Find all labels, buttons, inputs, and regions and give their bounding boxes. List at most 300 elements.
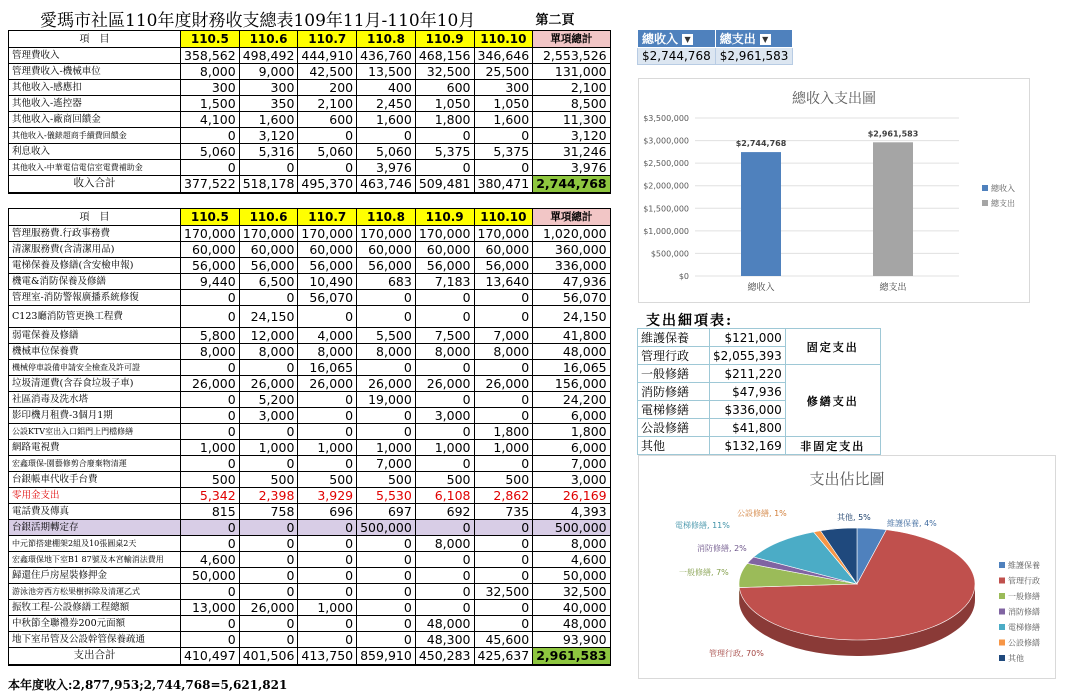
expense-row-total[interactable]: 4,393 bbox=[533, 504, 610, 520]
expense-row-label[interactable]: 地下室吊管及公設幹管保養疏通 bbox=[9, 632, 181, 648]
expense-cell[interactable]: 0 bbox=[474, 616, 533, 632]
expense-cell[interactable]: 56,000 bbox=[298, 258, 357, 274]
expense-row-total[interactable]: 16,065 bbox=[533, 360, 610, 376]
expense-row-label[interactable]: 管理室-消防警報廣播系統修復 bbox=[9, 290, 181, 306]
detail-item-name[interactable]: 消防修繕 bbox=[638, 383, 710, 401]
expense-cell[interactable]: 5,800 bbox=[181, 328, 240, 344]
expense-cell[interactable]: 0 bbox=[415, 392, 474, 408]
expense-cell[interactable]: 0 bbox=[239, 520, 298, 536]
income-cell[interactable]: 13,500 bbox=[357, 64, 416, 80]
expense-row-label[interactable]: 影印機月租費-3個月1期 bbox=[9, 408, 181, 424]
expense-cell[interactable]: 8,000 bbox=[298, 344, 357, 360]
expense-cell[interactable]: 500 bbox=[357, 472, 416, 488]
expense-cell[interactable]: 0 bbox=[239, 616, 298, 632]
expense-row-label[interactable]: 機械停車設備申請安全檢查及許可證 bbox=[9, 360, 181, 376]
expense-cell[interactable]: 0 bbox=[474, 600, 533, 616]
expense-cell[interactable]: 0 bbox=[181, 360, 240, 376]
income-cell[interactable]: 1,600 bbox=[239, 112, 298, 128]
expense-cell[interactable]: 0 bbox=[181, 290, 240, 306]
expense-cell[interactable]: 0 bbox=[474, 568, 533, 584]
expense-row-total[interactable]: 24,150 bbox=[533, 306, 610, 328]
expense-row-total[interactable]: 6,000 bbox=[533, 440, 610, 456]
income-cell[interactable]: 5,375 bbox=[415, 144, 474, 160]
expense-cell[interactable]: 0 bbox=[415, 424, 474, 440]
expense-cell[interactable]: 0 bbox=[357, 536, 416, 552]
expense-row-label[interactable]: 歸還住戶房屋裝修押金 bbox=[9, 568, 181, 584]
expense-cell[interactable]: 5,500 bbox=[357, 328, 416, 344]
income-row-label[interactable]: 利息收入 bbox=[9, 144, 181, 160]
income-cell[interactable]: 0 bbox=[298, 128, 357, 144]
detail-item-value[interactable]: $336,000 bbox=[710, 401, 786, 419]
expense-cell[interactable]: 0 bbox=[239, 632, 298, 648]
expense-cell[interactable]: 0 bbox=[415, 306, 474, 328]
expense-cell[interactable]: 0 bbox=[239, 536, 298, 552]
expense-cell[interactable]: 0 bbox=[474, 456, 533, 472]
expense-row-total[interactable]: 48,000 bbox=[533, 344, 610, 360]
expense-cell[interactable]: 0 bbox=[298, 616, 357, 632]
expense-cell[interactable]: 0 bbox=[181, 456, 240, 472]
expense-row-label[interactable]: 游泳池旁西方松果樹拆除及清運乙式 bbox=[9, 584, 181, 600]
income-grand-total[interactable]: 2,744,768 bbox=[533, 176, 610, 193]
expense-row-total[interactable]: 4,600 bbox=[533, 552, 610, 568]
pie-chart[interactable] bbox=[638, 455, 1056, 679]
expense-cell[interactable]: 16,065 bbox=[298, 360, 357, 376]
expense-row-label[interactable]: 網路電視費 bbox=[9, 440, 181, 456]
income-total-label[interactable]: 收入合計 bbox=[9, 176, 181, 193]
expense-month-header[interactable]: 110.8 bbox=[357, 209, 416, 226]
expense-cell[interactable]: 0 bbox=[181, 392, 240, 408]
expense-cell[interactable]: 1,000 bbox=[357, 440, 416, 456]
income-month-header[interactable]: 110.7 bbox=[298, 31, 357, 48]
expense-cell[interactable]: 26,000 bbox=[474, 376, 533, 392]
expense-cell[interactable]: 170,000 bbox=[415, 226, 474, 242]
expense-month-header[interactable]: 110.5 bbox=[181, 209, 240, 226]
income-row-total[interactable]: 131,000 bbox=[533, 64, 610, 80]
expense-cell[interactable]: 56,000 bbox=[181, 258, 240, 274]
expense-cell[interactable]: 0 bbox=[357, 408, 416, 424]
expense-cell[interactable]: 0 bbox=[181, 306, 240, 328]
income-cell[interactable]: 0 bbox=[474, 128, 533, 144]
income-cell[interactable]: 1,600 bbox=[474, 112, 533, 128]
expense-row-total[interactable]: 41,800 bbox=[533, 328, 610, 344]
expense-cell[interactable]: 56,000 bbox=[357, 258, 416, 274]
expense-row-label[interactable]: 電話費及傳真 bbox=[9, 504, 181, 520]
expense-row-label[interactable]: 機械車位保養費 bbox=[9, 344, 181, 360]
expense-total-label[interactable]: 支出合計 bbox=[9, 648, 181, 665]
expense-cell[interactable]: 0 bbox=[298, 568, 357, 584]
expense-cell[interactable]: 9,440 bbox=[181, 274, 240, 290]
expense-cell[interactable]: 500 bbox=[415, 472, 474, 488]
income-total-cell[interactable]: 518,178 bbox=[239, 176, 298, 193]
expense-cell[interactable]: 56,000 bbox=[415, 258, 474, 274]
expense-cell[interactable]: 0 bbox=[357, 424, 416, 440]
expense-cell[interactable]: 170,000 bbox=[357, 226, 416, 242]
expense-month-header[interactable]: 110.10 bbox=[474, 209, 533, 226]
income-cell[interactable]: 4,100 bbox=[181, 112, 240, 128]
expense-cell[interactable]: 0 bbox=[239, 360, 298, 376]
expense-cell[interactable]: 60,000 bbox=[239, 242, 298, 258]
expense-cell[interactable]: 0 bbox=[181, 520, 240, 536]
income-cell[interactable]: 5,060 bbox=[181, 144, 240, 160]
expense-cell[interactable]: 0 bbox=[181, 584, 240, 600]
expense-row-label[interactable]: 振牧工程-公設修繕工程總額 bbox=[9, 600, 181, 616]
expense-cell[interactable]: 8,000 bbox=[415, 536, 474, 552]
expense-row-total[interactable]: 1,020,000 bbox=[533, 226, 610, 242]
expense-cell[interactable]: 0 bbox=[357, 616, 416, 632]
income-month-header[interactable]: 110.8 bbox=[357, 31, 416, 48]
expense-cell[interactable]: 1,000 bbox=[181, 440, 240, 456]
detail-item-name[interactable]: 維護保養 bbox=[638, 329, 710, 347]
expense-cell[interactable]: 0 bbox=[239, 552, 298, 568]
income-row-label[interactable]: 其他收入-儀錶超商手續費回饋金 bbox=[9, 128, 181, 144]
expense-cell[interactable]: 10,490 bbox=[298, 274, 357, 290]
expense-cell[interactable]: 500 bbox=[298, 472, 357, 488]
expense-cell[interactable]: 500,000 bbox=[357, 520, 416, 536]
income-cell[interactable]: 300 bbox=[181, 80, 240, 96]
income-cell[interactable]: 300 bbox=[474, 80, 533, 96]
expense-cell[interactable]: 60,000 bbox=[474, 242, 533, 258]
expense-cell[interactable]: 60,000 bbox=[298, 242, 357, 258]
expense-cell[interactable]: 24,150 bbox=[239, 306, 298, 328]
expense-cell[interactable]: 60,000 bbox=[357, 242, 416, 258]
filter-header-income[interactable]: 總收入 ▼ bbox=[638, 30, 716, 48]
expense-cell[interactable]: 3,000 bbox=[415, 408, 474, 424]
income-cell[interactable]: 346,646 bbox=[474, 48, 533, 64]
expense-row-label[interactable]: 社區消毒及洗水塔 bbox=[9, 392, 181, 408]
expense-row-total[interactable]: 47,936 bbox=[533, 274, 610, 290]
income-cell[interactable]: 1,800 bbox=[415, 112, 474, 128]
detail-item-value[interactable]: $2,055,393 bbox=[710, 347, 786, 365]
income-cell[interactable]: 468,156 bbox=[415, 48, 474, 64]
expense-row-total[interactable]: 360,000 bbox=[533, 242, 610, 258]
detail-item-name[interactable]: 管理行政 bbox=[638, 347, 710, 365]
detail-item-value[interactable]: $132,169 bbox=[710, 437, 786, 455]
expense-cell[interactable]: 48,300 bbox=[415, 632, 474, 648]
expense-grand-total[interactable]: 2,961,583 bbox=[533, 648, 610, 665]
income-row-label[interactable]: 其他收入-感應扣 bbox=[9, 80, 181, 96]
expense-cell[interactable]: 170,000 bbox=[474, 226, 533, 242]
expense-cell[interactable]: 6,500 bbox=[239, 274, 298, 290]
income-cell[interactable]: 0 bbox=[415, 128, 474, 144]
income-cell[interactable]: 5,060 bbox=[357, 144, 416, 160]
expense-cell[interactable]: 45,600 bbox=[474, 632, 533, 648]
expense-cell[interactable]: 60,000 bbox=[181, 242, 240, 258]
expense-cell[interactable]: 500 bbox=[239, 472, 298, 488]
income-total-cell[interactable]: 463,746 bbox=[357, 176, 416, 193]
expense-row-label[interactable]: 台銀帳車代收手台費 bbox=[9, 472, 181, 488]
expense-cell[interactable]: 56,070 bbox=[298, 290, 357, 306]
expense-row-label[interactable]: 零用金支出 bbox=[9, 488, 181, 504]
expense-cell[interactable]: 1,000 bbox=[474, 440, 533, 456]
expense-item-header[interactable]: 項 目 bbox=[9, 209, 181, 226]
expense-cell[interactable]: 7,500 bbox=[415, 328, 474, 344]
expense-cell[interactable]: 2,862 bbox=[474, 488, 533, 504]
expense-cell[interactable]: 1,800 bbox=[474, 424, 533, 440]
filter-header-expense[interactable]: 總支出 ▼ bbox=[715, 30, 793, 48]
expense-cell[interactable]: 170,000 bbox=[298, 226, 357, 242]
filter-dropdown-icon[interactable]: ▼ bbox=[682, 34, 693, 45]
expense-row-label[interactable]: 垃圾清運費(含吞食垃圾子車) bbox=[9, 376, 181, 392]
expense-row-total[interactable]: 336,000 bbox=[533, 258, 610, 274]
income-cell[interactable]: 8,000 bbox=[181, 64, 240, 80]
income-cell[interactable]: 3,976 bbox=[357, 160, 416, 176]
expense-cell[interactable]: 26,000 bbox=[181, 376, 240, 392]
expense-cell[interactable]: 696 bbox=[298, 504, 357, 520]
income-cell[interactable]: 444,910 bbox=[298, 48, 357, 64]
expense-cell[interactable]: 6,108 bbox=[415, 488, 474, 504]
expense-cell[interactable]: 0 bbox=[474, 536, 533, 552]
expense-cell[interactable]: 0 bbox=[357, 568, 416, 584]
income-cell[interactable]: 0 bbox=[357, 128, 416, 144]
income-row-label[interactable]: 管理費收入 bbox=[9, 48, 181, 64]
bar-chart[interactable] bbox=[638, 78, 1030, 303]
expense-cell[interactable]: 56,000 bbox=[239, 258, 298, 274]
expense-month-header[interactable]: 110.6 bbox=[239, 209, 298, 226]
expense-cell[interactable]: 0 bbox=[474, 408, 533, 424]
expense-row-total[interactable]: 40,000 bbox=[533, 600, 610, 616]
expense-cell[interactable]: 0 bbox=[415, 552, 474, 568]
expense-cell[interactable]: 815 bbox=[181, 504, 240, 520]
expense-cell[interactable]: 26,000 bbox=[239, 600, 298, 616]
expense-row-total[interactable]: 56,070 bbox=[533, 290, 610, 306]
expense-cell[interactable]: 8,000 bbox=[181, 344, 240, 360]
income-cell[interactable]: 300 bbox=[239, 80, 298, 96]
expense-cell[interactable]: 697 bbox=[357, 504, 416, 520]
expense-cell[interactable]: 0 bbox=[474, 392, 533, 408]
expense-cell[interactable]: 26,000 bbox=[239, 376, 298, 392]
income-row-label[interactable]: 管理費收入-機械車位 bbox=[9, 64, 181, 80]
expense-cell[interactable]: 0 bbox=[298, 632, 357, 648]
income-total-cell[interactable]: 380,471 bbox=[474, 176, 533, 193]
expense-cell[interactable]: 8,000 bbox=[357, 344, 416, 360]
expense-cell[interactable]: 0 bbox=[357, 360, 416, 376]
expense-total-cell[interactable]: 401,506 bbox=[239, 648, 298, 665]
expense-cell[interactable]: 5,200 bbox=[239, 392, 298, 408]
income-cell[interactable]: 1,050 bbox=[415, 96, 474, 112]
expense-row-total[interactable]: 7,000 bbox=[533, 456, 610, 472]
income-cell[interactable]: 0 bbox=[474, 160, 533, 176]
expense-cell[interactable]: 7,000 bbox=[357, 456, 416, 472]
expense-total-cell[interactable]: 859,910 bbox=[357, 648, 416, 665]
detail-group-label[interactable]: 修繕支出 bbox=[785, 365, 880, 437]
expense-row-total[interactable]: 1,800 bbox=[533, 424, 610, 440]
filter-dropdown-icon[interactable]: ▼ bbox=[760, 34, 771, 45]
income-cell[interactable]: 1,500 bbox=[181, 96, 240, 112]
expense-row-total[interactable]: 32,500 bbox=[533, 584, 610, 600]
income-cell[interactable]: 0 bbox=[181, 160, 240, 176]
income-cell[interactable]: 5,060 bbox=[298, 144, 357, 160]
detail-item-value[interactable]: $211,220 bbox=[710, 365, 786, 383]
detail-item-name[interactable]: 電梯修繕 bbox=[638, 401, 710, 419]
income-cell[interactable]: 42,500 bbox=[298, 64, 357, 80]
expense-cell[interactable]: 56,000 bbox=[474, 258, 533, 274]
income-cell[interactable]: 0 bbox=[181, 128, 240, 144]
income-cell[interactable]: 25,500 bbox=[474, 64, 533, 80]
expense-cell[interactable]: 12,000 bbox=[239, 328, 298, 344]
expense-cell[interactable]: 0 bbox=[181, 424, 240, 440]
expense-cell[interactable]: 0 bbox=[239, 424, 298, 440]
income-cell[interactable]: 2,450 bbox=[357, 96, 416, 112]
expense-cell[interactable]: 0 bbox=[298, 520, 357, 536]
expense-cell[interactable]: 0 bbox=[415, 520, 474, 536]
income-row-label[interactable]: 其他收入-遙控器 bbox=[9, 96, 181, 112]
expense-cell[interactable]: 758 bbox=[239, 504, 298, 520]
expense-cell[interactable]: 1,000 bbox=[298, 600, 357, 616]
expense-cell[interactable]: 0 bbox=[298, 536, 357, 552]
income-cell[interactable]: 350 bbox=[239, 96, 298, 112]
expense-cell[interactable]: 0 bbox=[415, 600, 474, 616]
expense-cell[interactable]: 0 bbox=[239, 456, 298, 472]
expense-row-label[interactable]: 公設KTV室出入口鋁門上門檔修繕 bbox=[9, 424, 181, 440]
income-cell[interactable]: 3,120 bbox=[239, 128, 298, 144]
expense-cell[interactable]: 3,929 bbox=[298, 488, 357, 504]
expense-cell[interactable]: 683 bbox=[357, 274, 416, 290]
detail-group-label[interactable]: 固定支出 bbox=[785, 329, 880, 365]
income-row-total[interactable]: 11,300 bbox=[533, 112, 610, 128]
income-month-header[interactable]: 110.10 bbox=[474, 31, 533, 48]
expense-row-total[interactable]: 500,000 bbox=[533, 520, 610, 536]
expense-row-total[interactable]: 156,000 bbox=[533, 376, 610, 392]
income-cell[interactable]: 436,760 bbox=[357, 48, 416, 64]
expense-row-label[interactable]: 弱電保養及修繕 bbox=[9, 328, 181, 344]
income-cell[interactable]: 1,600 bbox=[357, 112, 416, 128]
income-row-total[interactable]: 2,553,526 bbox=[533, 48, 610, 64]
expense-cell[interactable]: 8,000 bbox=[474, 344, 533, 360]
expense-cell[interactable]: 0 bbox=[357, 632, 416, 648]
expense-row-total[interactable]: 48,000 bbox=[533, 616, 610, 632]
expense-cell[interactable]: 0 bbox=[357, 584, 416, 600]
expense-row-total[interactable]: 26,169 bbox=[533, 488, 610, 504]
expense-cell[interactable]: 0 bbox=[298, 584, 357, 600]
expense-cell[interactable]: 1,000 bbox=[415, 440, 474, 456]
expense-cell[interactable]: 32,500 bbox=[474, 584, 533, 600]
expense-cell[interactable]: 19,000 bbox=[357, 392, 416, 408]
expense-cell[interactable]: 0 bbox=[415, 456, 474, 472]
detail-item-name[interactable]: 公設修繕 bbox=[638, 419, 710, 437]
expense-total-cell[interactable]: 425,637 bbox=[474, 648, 533, 665]
income-row-total[interactable]: 2,100 bbox=[533, 80, 610, 96]
expense-cell[interactable]: 5,342 bbox=[181, 488, 240, 504]
income-total-cell[interactable]: 495,370 bbox=[298, 176, 357, 193]
expense-cell[interactable]: 735 bbox=[474, 504, 533, 520]
income-cell[interactable]: 5,316 bbox=[239, 144, 298, 160]
bar-mark[interactable] bbox=[741, 152, 781, 276]
expense-row-label[interactable]: 台銀活期轉定存 bbox=[9, 520, 181, 536]
expense-cell[interactable]: 4,600 bbox=[181, 552, 240, 568]
expense-cell[interactable]: 4,000 bbox=[298, 328, 357, 344]
expense-cell[interactable]: 13,640 bbox=[474, 274, 533, 290]
income-cell[interactable]: 200 bbox=[298, 80, 357, 96]
expense-cell[interactable]: 0 bbox=[474, 306, 533, 328]
expense-cell[interactable]: 0 bbox=[298, 392, 357, 408]
expense-row-total[interactable]: 93,900 bbox=[533, 632, 610, 648]
expense-cell[interactable]: 0 bbox=[357, 306, 416, 328]
expense-month-header[interactable]: 110.7 bbox=[298, 209, 357, 226]
expense-cell[interactable]: 0 bbox=[298, 408, 357, 424]
expense-cell[interactable]: 0 bbox=[415, 584, 474, 600]
income-cell[interactable]: 600 bbox=[298, 112, 357, 128]
income-cell[interactable]: 600 bbox=[415, 80, 474, 96]
expense-row-total[interactable]: 50,000 bbox=[533, 568, 610, 584]
detail-item-name[interactable]: 其他 bbox=[638, 437, 710, 455]
expense-row-label[interactable]: 中元節搭建棚架2組及10張圓桌2天 bbox=[9, 536, 181, 552]
expense-row-label[interactable]: 中秋節全聯禮券200元面額 bbox=[9, 616, 181, 632]
expense-cell[interactable]: 0 bbox=[357, 552, 416, 568]
expense-cell[interactable]: 1,000 bbox=[298, 440, 357, 456]
income-total-cell[interactable]: 377,522 bbox=[181, 176, 240, 193]
expense-month-header[interactable]: 110.9 bbox=[415, 209, 474, 226]
expense-total-header[interactable]: 單項總計 bbox=[533, 209, 610, 226]
expense-row-total[interactable]: 8,000 bbox=[533, 536, 610, 552]
income-cell[interactable]: 0 bbox=[415, 160, 474, 176]
income-cell[interactable]: 5,375 bbox=[474, 144, 533, 160]
expense-cell[interactable]: 5,530 bbox=[357, 488, 416, 504]
expense-cell[interactable]: 0 bbox=[239, 290, 298, 306]
expense-total-cell[interactable]: 410,497 bbox=[181, 648, 240, 665]
expense-row-label[interactable]: 清潔服務費(含清潔用品) bbox=[9, 242, 181, 258]
expense-row-label[interactable]: 管理服務費.行政事務費 bbox=[9, 226, 181, 242]
expense-row-total[interactable]: 6,000 bbox=[533, 408, 610, 424]
expense-cell[interactable]: 0 bbox=[357, 290, 416, 306]
expense-cell[interactable]: 0 bbox=[298, 456, 357, 472]
expense-cell[interactable]: 13,000 bbox=[181, 600, 240, 616]
detail-item-value[interactable]: $121,000 bbox=[710, 329, 786, 347]
expense-cell[interactable]: 500 bbox=[474, 472, 533, 488]
detail-item-value[interactable]: $41,800 bbox=[710, 419, 786, 437]
expense-cell[interactable]: 8,000 bbox=[415, 344, 474, 360]
expense-cell[interactable]: 0 bbox=[181, 536, 240, 552]
income-cell[interactable]: 358,562 bbox=[181, 48, 240, 64]
expense-cell[interactable]: 0 bbox=[474, 290, 533, 306]
income-cell[interactable]: 32,500 bbox=[415, 64, 474, 80]
expense-total-cell[interactable]: 450,283 bbox=[415, 648, 474, 665]
income-row-label[interactable]: 其他收入-中華電信電信室電費補助金 bbox=[9, 160, 181, 176]
income-row-total[interactable]: 3,120 bbox=[533, 128, 610, 144]
income-total-cell[interactable]: 509,481 bbox=[415, 176, 474, 193]
expense-cell[interactable]: 0 bbox=[357, 600, 416, 616]
expense-cell[interactable]: 7,183 bbox=[415, 274, 474, 290]
income-cell[interactable]: 0 bbox=[239, 160, 298, 176]
expense-cell[interactable]: 0 bbox=[298, 424, 357, 440]
expense-row-total[interactable]: 3,000 bbox=[533, 472, 610, 488]
income-row-total[interactable]: 8,500 bbox=[533, 96, 610, 112]
expense-cell[interactable]: 7,000 bbox=[474, 328, 533, 344]
expense-cell[interactable]: 0 bbox=[239, 584, 298, 600]
income-month-header[interactable]: 110.5 bbox=[181, 31, 240, 48]
income-month-header[interactable]: 110.6 bbox=[239, 31, 298, 48]
income-row-total[interactable]: 3,976 bbox=[533, 160, 610, 176]
income-cell[interactable]: 1,050 bbox=[474, 96, 533, 112]
income-cell[interactable]: 2,100 bbox=[298, 96, 357, 112]
expense-cell[interactable]: 0 bbox=[181, 632, 240, 648]
income-row-label[interactable]: 其他收入-廠商回饋金 bbox=[9, 112, 181, 128]
expense-cell[interactable]: 26,000 bbox=[298, 376, 357, 392]
detail-group-label[interactable]: 非固定支出 bbox=[785, 437, 880, 455]
expense-row-label[interactable]: C123廳消防管更換工程費 bbox=[9, 306, 181, 328]
expense-row-label[interactable]: 宏鑫環保地下室B1 87號及本宮輸消法費用 bbox=[9, 552, 181, 568]
expense-cell[interactable]: 0 bbox=[474, 552, 533, 568]
expense-cell[interactable]: 0 bbox=[415, 568, 474, 584]
income-cell[interactable]: 400 bbox=[357, 80, 416, 96]
expense-cell[interactable]: 692 bbox=[415, 504, 474, 520]
expense-row-label[interactable]: 電梯保養及修繕(含安檢申報) bbox=[9, 258, 181, 274]
expense-cell[interactable]: 0 bbox=[415, 290, 474, 306]
income-cell[interactable]: 9,000 bbox=[239, 64, 298, 80]
expense-cell[interactable]: 3,000 bbox=[239, 408, 298, 424]
income-cell[interactable]: 0 bbox=[298, 160, 357, 176]
expense-cell[interactable]: 0 bbox=[239, 568, 298, 584]
expense-cell[interactable]: 1,000 bbox=[239, 440, 298, 456]
